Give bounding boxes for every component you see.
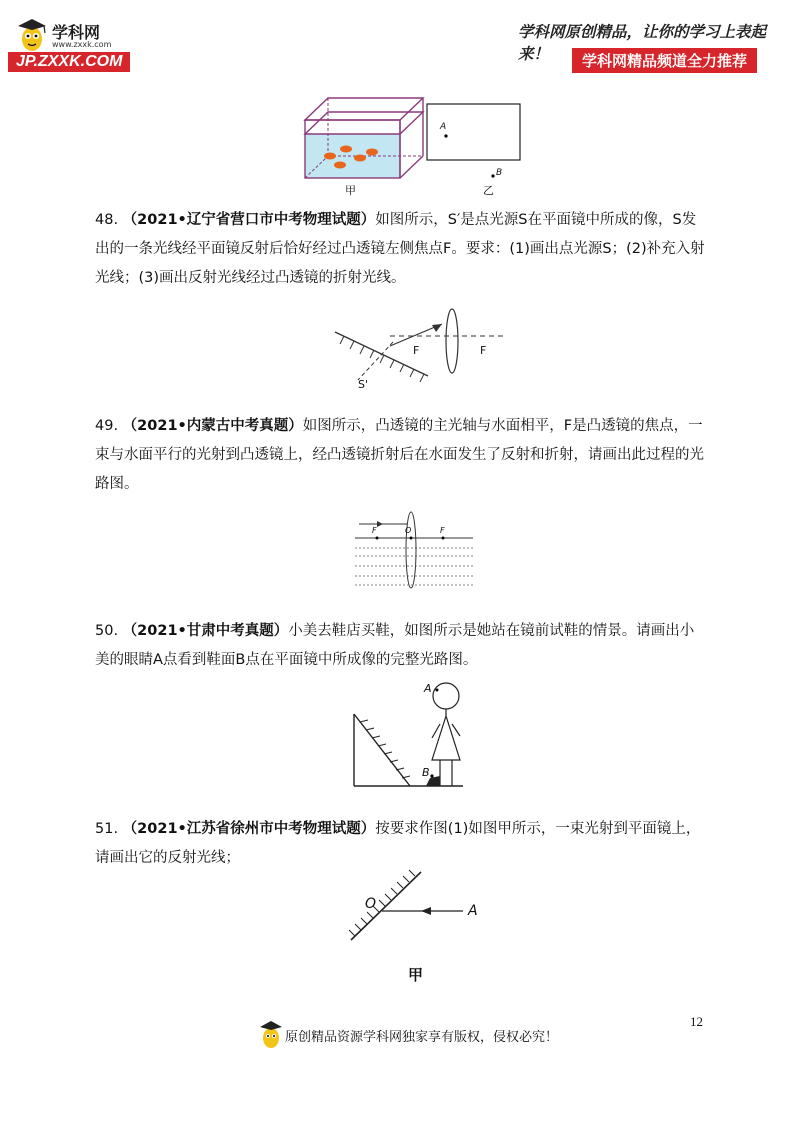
q48-source: （2021•辽宁省营口市中考物理试题） (122, 212, 376, 228)
q48-text: 如图所示，S′是点光源S在平面镜中所成的像，S发出的一条光线经平面镜反射后恰好经过凸透镜左侧焦点F。要求：(1)画出点光源S；(2)补充入射光线；(3)画出反射光线经过凸透镜的折射光线。 (95, 212, 705, 286)
q50-source: （2021•甘肃中考真题） (122, 623, 289, 639)
mascot-icon (14, 14, 50, 54)
lens-water-diagram (355, 508, 475, 594)
caption-left: 甲 (345, 184, 356, 197)
footer-copyright: 原创精品资源学科网独家享有版权，侵权必究！ (285, 1030, 559, 1045)
q50-number: 50. (95, 623, 119, 639)
logo-text: 学科网 (52, 23, 101, 42)
q50-b: B (422, 766, 430, 779)
q51-a: A (468, 903, 478, 919)
site-url: JP.ZXXK.COM (8, 52, 130, 72)
footer-mascot-icon (258, 1018, 284, 1050)
q49-o: O (405, 526, 412, 535)
question-50 (95, 617, 707, 675)
q50-a: A (424, 682, 432, 695)
question-51 (95, 815, 707, 873)
caption-right: 乙 (483, 184, 494, 197)
slogan: 学科网原创精品，让你的学习上表起来！ (518, 22, 767, 63)
figure-fish-tank (300, 92, 530, 197)
q49-source: （2021•内蒙古中考真题） (122, 418, 303, 434)
q49-text: 如图所示，凸透镜的主光轴与水面相平，F是凸透镜的焦点，一束与水面平行的光射到凸透镜上，经凸透镜折射后在水面发生了反射和折射，请画出此过程的光路图。 (95, 418, 704, 492)
figure-q48 (330, 306, 510, 394)
label-b: B (496, 168, 503, 178)
q51-o: O (365, 896, 377, 912)
q51-source: （2021•江苏省徐州市中考物理试题） (122, 821, 376, 837)
fish-tank-diagram (300, 92, 530, 197)
question-48 (95, 206, 707, 293)
banner: 学科网精品频道全力推荐 (572, 48, 757, 73)
q49-number: 49. (95, 418, 119, 434)
q49-f2: F (440, 526, 445, 535)
header (0, 0, 800, 80)
page-number: 12 (690, 1014, 703, 1029)
question-49 (95, 412, 707, 499)
q50-text: 小美去鞋店买鞋，如图所示是她站在镜前试鞋的情景。请画出小美的眼睛A点看到鞋面B点在平面镜中所成像的完整光路图。 (95, 623, 695, 668)
q48-f-right: F (480, 344, 487, 357)
q48-number: 48. (95, 212, 119, 228)
logo-subtext: www.zxxk.com (52, 40, 112, 49)
figure-q49 (355, 508, 475, 594)
q49-f1: F (372, 526, 377, 535)
q48-s-prime: S' (358, 378, 369, 391)
q51-caption: 甲 (408, 966, 424, 984)
figure-q51 (345, 868, 495, 948)
mirror-shoe-diagram (348, 676, 478, 788)
q51-number: 51. (95, 821, 119, 837)
q48-f-left: F (413, 344, 420, 357)
label-a: A (440, 122, 447, 132)
figure-q50 (348, 676, 478, 788)
q51-text: 按要求作图(1)如图甲所示，一束光射到平面镜上，请画出它的反射光线； (95, 821, 701, 866)
